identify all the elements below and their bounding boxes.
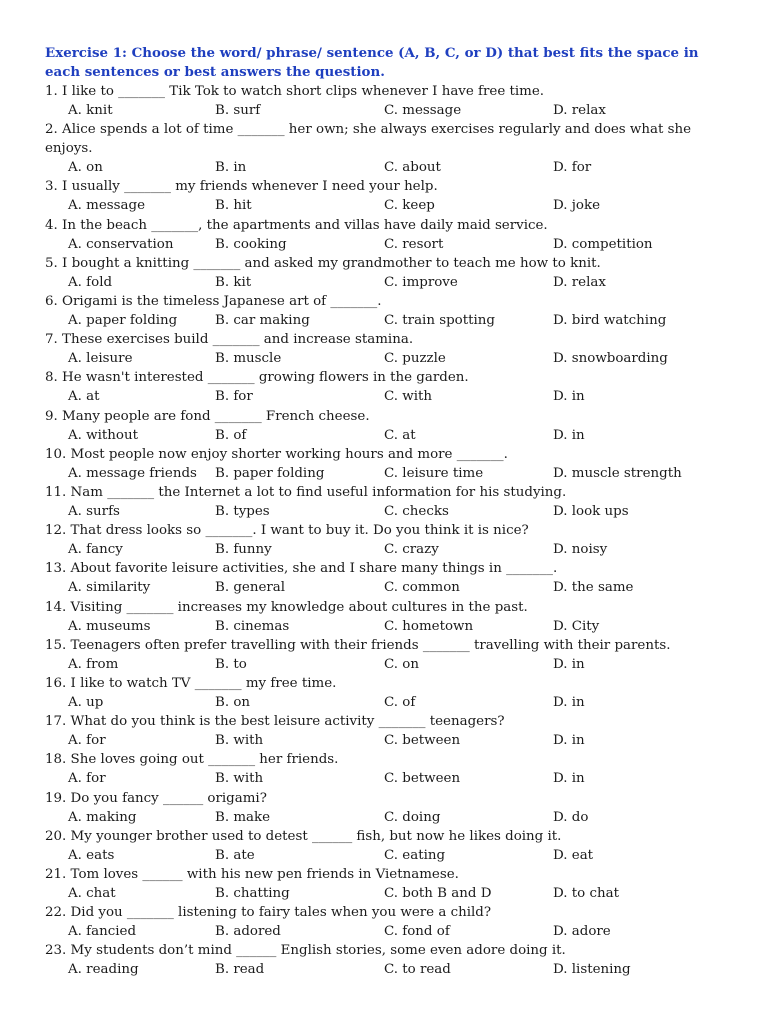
answer-options xyxy=(45,540,735,559)
option-a: A. for xyxy=(68,771,106,787)
option-d: D. in xyxy=(553,656,585,672)
option-c: C. message xyxy=(384,103,462,118)
option-a: A. making xyxy=(68,809,137,825)
option-c: C. leisure time xyxy=(384,465,484,481)
answer-options xyxy=(45,273,735,292)
option-a: A. for xyxy=(68,733,106,749)
option-d: D. in xyxy=(553,389,585,405)
option-a: A. eats xyxy=(68,847,115,863)
option-a: A. message xyxy=(68,198,146,214)
option-c: C. fond of xyxy=(384,924,450,940)
answer-options xyxy=(45,960,735,979)
question-item xyxy=(45,827,735,865)
answer-options xyxy=(45,349,735,368)
answer-options xyxy=(45,158,735,177)
option-b: B. with xyxy=(215,733,264,749)
answer-options xyxy=(45,846,735,865)
answer-options xyxy=(45,101,735,120)
answer-options xyxy=(45,578,735,597)
question-item xyxy=(45,216,735,254)
option-a: A. up xyxy=(68,695,104,711)
question-text: 17. What do you think is the best leisure activity _______ teenagers? xyxy=(45,714,505,730)
answer-options xyxy=(45,311,735,330)
question-item xyxy=(45,636,735,674)
answer-options xyxy=(45,426,735,445)
option-b: B. ate xyxy=(215,847,255,863)
question-text: 20. My younger brother used to detest ______ fish, but now he likes doing it. xyxy=(45,828,562,844)
option-c: C. both B and D xyxy=(384,886,492,902)
option-b: B. to xyxy=(215,656,247,672)
question-text: 12. That dress looks so _______. I want to buy it. Do you think it is nice? xyxy=(45,523,529,539)
exercise-heading: Exercise 1: Choose the word/ phrase/ sentence (A, B, C, or D) that best fits the space in each sentences or best answers the question. xyxy=(45,45,699,80)
option-d: D. joke xyxy=(553,198,601,214)
question-item xyxy=(45,254,735,292)
question-item xyxy=(45,407,735,445)
option-c: C. resort xyxy=(384,236,444,252)
question-item xyxy=(45,330,735,368)
option-b: B. hit xyxy=(215,198,252,214)
option-d: D. relax xyxy=(553,274,606,290)
option-d: D. to chat xyxy=(553,886,619,902)
answer-options xyxy=(45,769,735,788)
question-text: 2. Alice spends a lot of time _______ her own; she always exercises regularly and does what she enjoys. xyxy=(45,122,692,157)
answer-options xyxy=(45,464,735,483)
answer-options xyxy=(45,655,735,674)
option-d: D. relax xyxy=(553,103,606,118)
worksheet xyxy=(45,44,735,980)
option-d: D. bird watching xyxy=(553,313,667,329)
answer-options xyxy=(45,808,735,827)
option-b: B. types xyxy=(215,504,270,520)
option-b: B. for xyxy=(215,389,253,405)
option-a: A. knit xyxy=(68,103,113,118)
option-a: A. from xyxy=(68,656,119,672)
option-c: C. puzzle xyxy=(384,351,446,367)
question-text: 7. These exercises build _______ and increase stamina. xyxy=(45,332,414,348)
option-a: A. surfs xyxy=(68,504,120,520)
option-d: D. in xyxy=(553,695,585,711)
question-text: 6. Origami is the timeless Japanese art of _______. xyxy=(45,294,382,310)
question-text: 4. In the beach _______, the apartments and villas have daily maid service. xyxy=(45,217,548,233)
answer-options xyxy=(45,922,735,941)
question-text: 10. Most people now enjoy shorter working hours and more _______. xyxy=(45,446,508,462)
answer-options xyxy=(45,884,735,903)
option-c: C. to read xyxy=(384,962,451,978)
option-c: C. with xyxy=(384,389,433,405)
answer-options xyxy=(45,502,735,521)
question-item xyxy=(45,292,735,330)
question-text: 23. My students don’t mind ______ English stories, some even adore doing it. xyxy=(45,943,566,959)
question-item xyxy=(45,483,735,521)
option-a: A. without xyxy=(68,427,139,443)
question-text: 9. Many people are fond _______ French cheese. xyxy=(45,408,370,424)
option-b: B. cooking xyxy=(215,236,287,252)
option-a: A. similarity xyxy=(68,580,151,596)
option-c: C. on xyxy=(384,656,419,672)
option-b: B. chatting xyxy=(215,886,290,902)
question-item xyxy=(45,712,735,750)
option-d: D. look ups xyxy=(553,504,629,520)
option-b: B. kit xyxy=(215,274,252,290)
option-c: C. between xyxy=(384,733,461,749)
option-b: B. of xyxy=(215,427,247,443)
question-item xyxy=(45,559,735,597)
option-b: B. in xyxy=(215,160,247,176)
option-b: B. muscle xyxy=(215,351,282,367)
answer-options xyxy=(45,235,735,254)
option-a: A. conservation xyxy=(68,236,174,252)
question-item xyxy=(45,120,735,177)
question-text: 11. Nam _______ the Internet a lot to find useful information for his studying. xyxy=(45,485,567,501)
question-item xyxy=(45,789,735,827)
question-item xyxy=(45,750,735,788)
option-a: A. chat xyxy=(68,886,116,902)
option-b: B. on xyxy=(215,695,251,711)
question-item xyxy=(45,177,735,215)
option-c: C. at xyxy=(384,427,416,443)
question-text: 15. Teenagers often prefer travelling with their friends _______ travelling with their parents. xyxy=(45,637,671,653)
question-item xyxy=(45,941,735,979)
question-item xyxy=(45,445,735,483)
option-d: D. City xyxy=(553,618,600,634)
question-item xyxy=(45,521,735,559)
question-text: 13. About favorite leisure activities, she and I share many things in _______. xyxy=(45,561,558,577)
option-b: B. paper folding xyxy=(215,465,325,481)
option-d: D. competition xyxy=(553,236,653,252)
question-text: 3. I usually _______ my friends whenever I need your help. xyxy=(45,179,438,195)
question-text: 21. Tom loves ______ with his new pen friends in Vietnamese. xyxy=(45,867,459,883)
answer-options xyxy=(45,731,735,750)
option-b: B. surf xyxy=(215,103,261,118)
option-a: A. on xyxy=(68,160,103,176)
question-item xyxy=(45,674,735,712)
option-b: B. read xyxy=(215,962,265,978)
question-text: 19. Do you fancy ______ origami? xyxy=(45,790,267,806)
option-d: D. listening xyxy=(553,962,631,978)
option-a: A. reading xyxy=(68,962,139,978)
question-text: 5. I bought a knitting _______ and asked my grandmother to teach me how to knit. xyxy=(45,255,601,271)
option-a: A. paper folding xyxy=(68,313,178,329)
option-c: C. common xyxy=(384,580,460,596)
option-a: A. fancy xyxy=(68,542,123,558)
option-d: D. muscle strength xyxy=(553,465,682,481)
option-d: D. for xyxy=(553,160,592,176)
answer-options xyxy=(45,617,735,636)
option-c: C. about xyxy=(384,160,441,176)
question-text: 22. Did you _______ listening to fairy tales when you were a child? xyxy=(45,905,492,921)
question-item xyxy=(45,368,735,406)
option-c: C. doing xyxy=(384,809,441,825)
option-d: D. do xyxy=(553,809,589,825)
option-d: D. the same xyxy=(553,580,634,596)
option-c: C. between xyxy=(384,771,461,787)
option-d: D. noisy xyxy=(553,542,608,558)
option-c: C. hometown xyxy=(384,618,474,634)
answer-options xyxy=(45,387,735,406)
question-text: 16. I like to watch TV _______ my free time. xyxy=(45,676,337,692)
question-text: 18. She loves going out _______ her friends. xyxy=(45,752,339,768)
question-item xyxy=(45,903,735,941)
option-b: B. with xyxy=(215,771,264,787)
question-item xyxy=(45,598,735,636)
question-item xyxy=(45,865,735,903)
option-d: D. adore xyxy=(553,924,611,940)
option-c: C. keep xyxy=(384,198,435,214)
option-a: A. at xyxy=(68,389,100,405)
answer-options xyxy=(45,693,735,712)
option-b: B. car making xyxy=(215,313,310,329)
option-c: C. of xyxy=(384,695,416,711)
option-b: B. funny xyxy=(215,542,272,558)
option-d: D. in xyxy=(553,733,585,749)
option-a: A. fold xyxy=(68,274,113,290)
option-a: A. museums xyxy=(68,618,151,634)
option-b: B. make xyxy=(215,809,271,825)
option-a: A. message friends xyxy=(68,465,197,481)
question-item xyxy=(45,82,735,120)
option-c: C. improve xyxy=(384,274,458,290)
option-d: D. in xyxy=(553,427,585,443)
option-d: D. in xyxy=(553,771,585,787)
question-list xyxy=(45,82,735,980)
question-text: 14. Visiting _______ increases my knowledge about cultures in the past. xyxy=(45,599,528,615)
option-a: A. leisure xyxy=(68,351,133,367)
option-d: D. snowboarding xyxy=(553,351,668,367)
option-c: C. crazy xyxy=(384,542,439,558)
option-c: C. train spotting xyxy=(384,313,495,329)
question-text: 1. I like to _______ Tik Tok to watch short clips whenever I have free time. xyxy=(45,84,545,99)
option-b: B. cinemas xyxy=(215,618,290,634)
option-c: C. eating xyxy=(384,847,446,863)
option-d: D. eat xyxy=(553,847,594,863)
option-b: B. general xyxy=(215,580,286,596)
answer-options xyxy=(45,196,735,215)
option-b: B. adored xyxy=(215,924,281,940)
option-a: A. fancied xyxy=(68,924,137,940)
option-c: C. checks xyxy=(384,504,449,520)
question-text: 8. He wasn't interested _______ growing flowers in the garden. xyxy=(45,370,469,386)
